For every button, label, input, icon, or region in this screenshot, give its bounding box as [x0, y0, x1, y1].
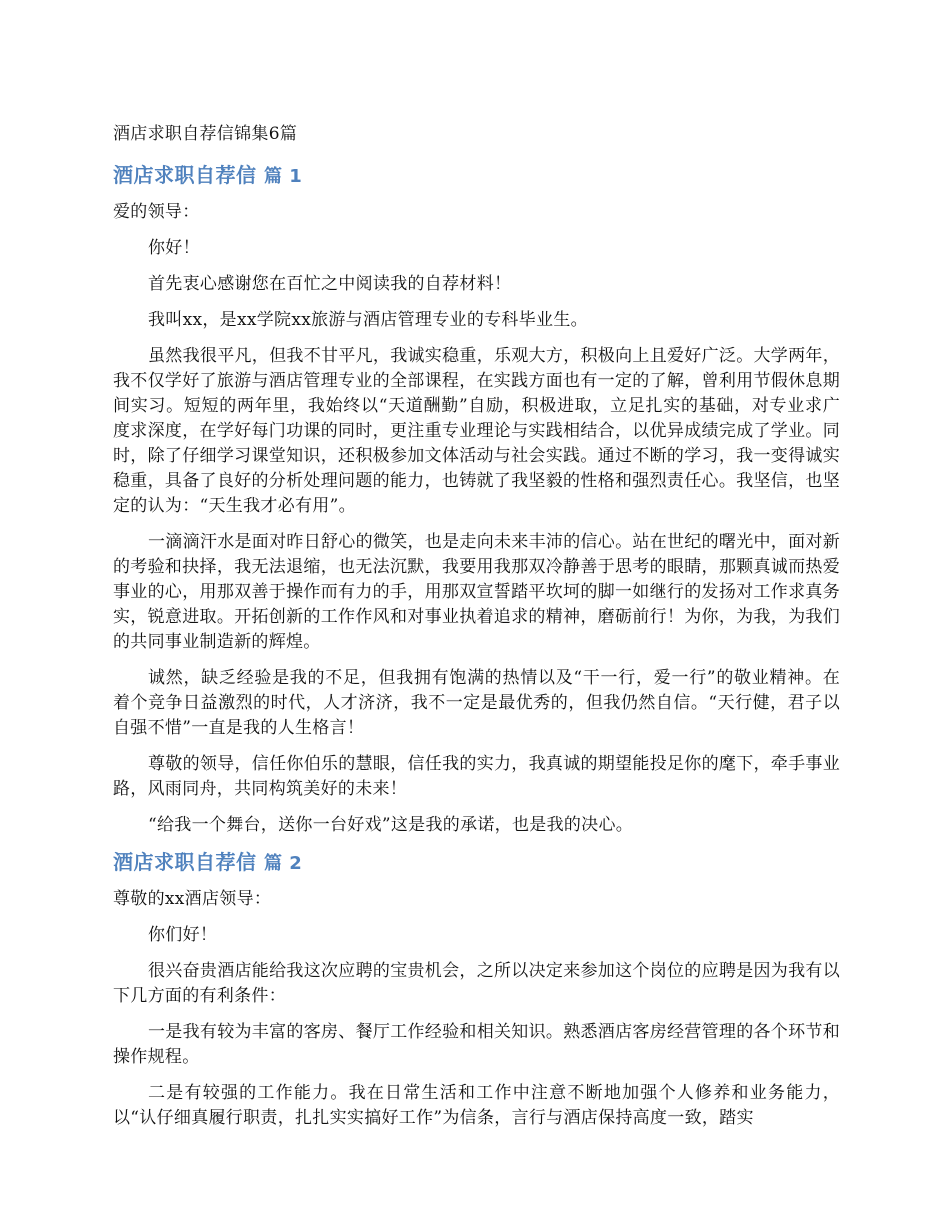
paragraph: 二是有较强的工作能力。我在日常生活和工作中注意不断地加强个人修养和业务能力，以“认仔细真履行职责，扎扎实实搞好工作”为信条，言行与酒店保持高度一致，踏实	[113, 1083, 840, 1128]
paragraph: 很兴奋贵酒店能给我这次应聘的宝贵机会，之所以决定来参加这个岗位的应聘是因为我有以下几方面的有利条件：	[113, 961, 840, 1006]
paragraph: 我叫xx，是xx学院xx旅游与酒店管理专业的专科毕业生。	[148, 310, 588, 330]
paragraph: 一滴滴汗水是面对昨日舒心的微笑，也是走向未来丰沛的信心。站在世纪的曙光中，面对新的考验和抉择，我无法退缩，也无法沉默，我要用我那双冷静善于思考的眼睛，那颗真诚而热爱事业的心，用那双善于操作而有力的手，用那双宣誓踏平坎坷的脚一如继行的发扬对工作求真务实，锐意进取。开拓创新的工作作风和对事业执着追求的精神，磨砺前行！为你，为我，为我们的共同事业制造新的辉煌。	[113, 532, 840, 652]
paragraph: 诚然，缺乏经验是我的不足，但我拥有饱满的热情以及“干一行，爱一行”的敬业精神。在着个竞争日益激烈的时代，人才济济，我不一定是最优秀的，但我仍然自信。“天行健，君子以自强不惜”一直是我的人生格言！	[113, 668, 840, 738]
salutation: 尊敬的xx酒店领导：	[113, 889, 272, 909]
section-number: 篇 1	[263, 166, 303, 187]
paragraph: 你们好！	[148, 925, 218, 945]
salutation: 爱的领导：	[113, 202, 200, 222]
section-heading-text: 酒店求职自荐信	[113, 163, 257, 187]
section-heading-text: 酒店求职自荐信	[113, 850, 257, 874]
paragraph: 你好！	[148, 238, 200, 258]
document-title: 酒店求职自荐信锦集6篇	[113, 124, 298, 144]
section-heading	[113, 162, 840, 190]
paragraph: 一是我有较为丰富的客房、餐厅工作经验和相关知识。熟悉酒店客房经营管理的各个环节和操作规程。	[113, 1022, 840, 1067]
paragraph: “给我一个舞台，送你一台好戏”这是我的承诺，也是我的决心。	[148, 815, 634, 835]
section-1	[113, 162, 840, 838]
paragraph: 首先衷心感谢您在百忙之中阅读我的自荐材料！	[148, 274, 512, 294]
paragraph: 虽然我很平凡，但我不甘平凡，我诚实稳重，乐观大方，积极向上且爱好广泛。大学两年，我不仅学好了旅游与酒店管理专业的全部课程，在实践方面也有一定的了解，曾利用节假休息期间实习。短短的两年里，我始终以“天道酬勤”自励，积极进取，立足扎实的基础，对专业求广度求深度，在学好每门功课的同时，更注重专业理论与实践相结合，以优异成绩完成了学业。同时，除了仔细学习课堂知识，还积极参加文体活动与社会实践。通过不断的学习，我一变得诚实稳重，具备了良好的分析处理问题的能力，也铸就了我坚毅的性格和强烈责任心。我坚信，也坚定的认为：“天生我才必有用”。	[113, 346, 840, 516]
section-number: 篇 2	[263, 853, 303, 874]
document-body	[113, 122, 840, 1142]
paragraph: 尊敬的领导，信任你伯乐的慧眼，信任我的实力，我真诚的期望能投足你的麾下，牵手事业路，风雨同舟，共同构筑美好的未来！	[113, 754, 840, 799]
section-2	[113, 849, 840, 1131]
section-heading	[113, 849, 840, 877]
